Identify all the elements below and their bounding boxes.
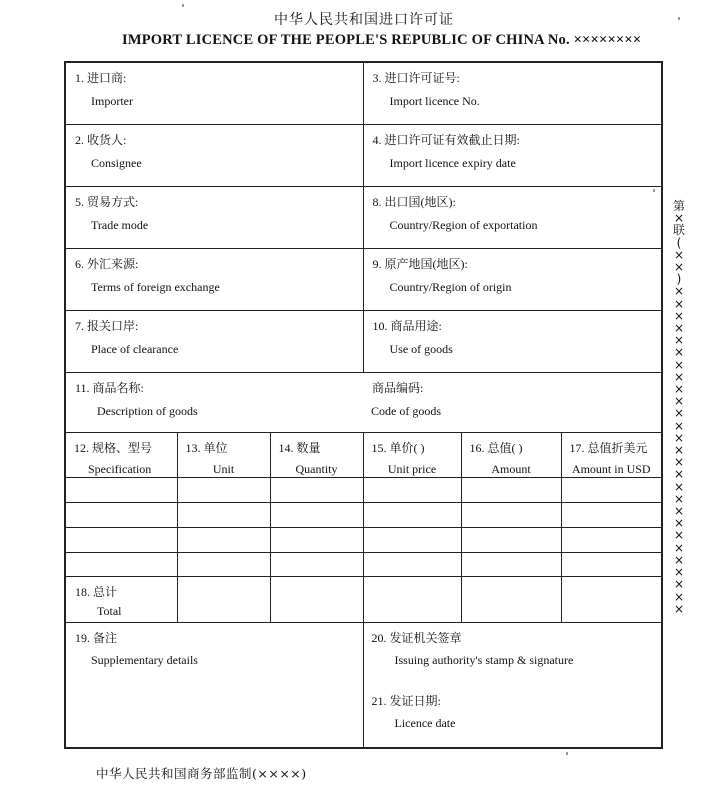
authority-label-en: Issuing authority's stamp & signature xyxy=(394,652,574,667)
side-text-char: × xyxy=(673,565,685,580)
side-text-char: × xyxy=(673,247,685,262)
trade-mode-label-cn: 5. 贸易方式: xyxy=(75,194,139,209)
clearance-cell[interactable] xyxy=(65,310,363,372)
licence-no-cell[interactable] xyxy=(363,62,662,124)
table-cell[interactable] xyxy=(270,576,363,622)
quantity-header-en: Quantity xyxy=(295,461,338,476)
side-text-char: × xyxy=(673,333,685,348)
table-cell[interactable] xyxy=(65,527,177,552)
table-cell[interactable] xyxy=(561,527,662,552)
side-text-char: × xyxy=(673,540,685,555)
table-cell[interactable] xyxy=(561,552,662,576)
unit-header xyxy=(177,432,270,477)
side-text-char: × xyxy=(673,479,685,494)
side-text-char: × xyxy=(673,430,685,445)
side-text-char: × xyxy=(673,516,685,531)
side-text-char: × xyxy=(673,369,685,384)
table-cell[interactable] xyxy=(363,477,461,502)
total-label-cn: 18. 总计 xyxy=(75,584,118,599)
side-text-char: × xyxy=(673,308,685,323)
unit-price-header-en: Unit price xyxy=(387,461,437,476)
export-country-label-en: Country/Region of exportation xyxy=(389,217,538,232)
column-header-row xyxy=(65,432,662,477)
side-text-char: ( xyxy=(676,235,682,250)
expiry-date-label-cn: 4. 进口许可证有效截止日期: xyxy=(372,132,520,147)
unit-price-header-cn: 15. 单价( ) xyxy=(371,440,425,455)
origin-country-label-en: Country/Region of origin xyxy=(389,279,512,294)
clearance-label-en: Place of clearance xyxy=(91,341,179,356)
side-text-char: × xyxy=(673,284,685,299)
amount-header-en: Amount xyxy=(491,461,531,476)
unit-header-cn: 13. 单位 xyxy=(185,440,228,455)
consignee-label-cn: 2. 收货人: xyxy=(75,132,127,147)
table-row xyxy=(65,502,662,527)
scan-speck xyxy=(566,752,568,755)
supplementary-cell[interactable] xyxy=(65,622,363,748)
table-cell[interactable] xyxy=(65,477,177,502)
total-cell xyxy=(65,576,177,622)
use-of-goods-label-cn: 10. 商品用途: xyxy=(372,318,442,333)
licence-date-label-cn: 21. 发证日期: xyxy=(371,693,441,708)
footer-supervision-note: 中华人民共和国商务部监制(××××) xyxy=(96,766,307,781)
side-text-char: 联 xyxy=(672,223,685,238)
side-text-char: × xyxy=(673,357,685,372)
table-cell[interactable] xyxy=(461,527,561,552)
side-text-char: × xyxy=(673,321,685,336)
side-text-char: × xyxy=(673,504,685,519)
side-text-char: × xyxy=(673,406,685,421)
side-text-char: × xyxy=(673,467,685,482)
quantity-header xyxy=(270,432,363,477)
side-text-char: × xyxy=(673,528,685,543)
authority-label-cn: 20. 发证机关签章 xyxy=(371,630,462,645)
fx-terms-label-cn: 6. 外汇来源: xyxy=(75,256,139,271)
description-label-cn: 11. 商品名称: xyxy=(75,380,144,395)
amount-header-cn: 16. 总值( ) xyxy=(469,440,523,455)
supplementary-label-en: Supplementary details xyxy=(91,652,198,667)
table-cell[interactable] xyxy=(561,576,662,622)
side-text-char: × xyxy=(673,552,685,567)
use-of-goods-label-en: Use of goods xyxy=(389,341,453,356)
description-label-en: Description of goods xyxy=(97,403,198,418)
table-cell[interactable] xyxy=(177,527,270,552)
licence-form-table xyxy=(64,61,663,749)
code-label-cn: 商品编码: xyxy=(372,380,424,395)
side-text-char: × xyxy=(673,345,685,360)
unit-price-header xyxy=(363,432,461,477)
side-text-char: × xyxy=(673,211,685,226)
spec-header xyxy=(65,432,177,477)
side-text-char: × xyxy=(673,589,685,604)
table-cell[interactable] xyxy=(270,502,363,527)
side-text-char: ) xyxy=(676,272,682,287)
quantity-header-cn: 14. 数量 xyxy=(278,440,321,455)
origin-country-cell[interactable] xyxy=(363,248,662,310)
total-label-en: Total xyxy=(97,603,122,618)
fx-terms-label-en: Terms of foreign exchange xyxy=(91,279,220,294)
table-cell[interactable] xyxy=(363,527,461,552)
table-cell[interactable] xyxy=(461,576,561,622)
table-cell[interactable] xyxy=(461,552,561,576)
side-text-char: × xyxy=(673,418,685,433)
importer-label-cn: 1. 进口商: xyxy=(75,71,127,85)
table-cell[interactable] xyxy=(177,477,270,502)
scan-speck xyxy=(182,4,184,7)
consignee-cell[interactable] xyxy=(65,124,363,186)
trade-mode-cell[interactable] xyxy=(65,186,363,248)
origin-country-label-cn: 9. 原产地国(地区): xyxy=(372,256,468,271)
trade-mode-label-en: Trade mode xyxy=(91,217,149,232)
table-cell[interactable] xyxy=(561,477,662,502)
table-cell[interactable] xyxy=(461,477,561,502)
description-cell[interactable] xyxy=(65,372,363,432)
consignee-label-en: Consignee xyxy=(91,155,142,170)
table-cell[interactable] xyxy=(177,502,270,527)
side-text-char: × xyxy=(673,455,685,470)
side-text-char: 第 xyxy=(672,199,685,213)
side-text-char: × xyxy=(673,491,685,506)
total-row xyxy=(65,576,662,622)
side-text-char: × xyxy=(673,601,685,616)
use-of-goods-cell[interactable] xyxy=(363,310,662,372)
amount-usd-header-cn: 17. 总值折美元 xyxy=(569,440,648,455)
authority-cell[interactable] xyxy=(363,622,662,748)
scan-speck xyxy=(653,189,655,192)
table-cell[interactable] xyxy=(177,552,270,576)
table-cell[interactable] xyxy=(363,552,461,576)
table-cell[interactable] xyxy=(65,552,177,576)
side-text-char: × xyxy=(673,382,685,397)
expiry-date-cell[interactable] xyxy=(363,124,662,186)
unit-header-en: Unit xyxy=(212,461,235,476)
table-cell[interactable] xyxy=(363,502,461,527)
spec-header-en: Specification xyxy=(88,461,152,476)
copy-number-vertical-text xyxy=(672,200,686,615)
code-label-en: Code of goods xyxy=(371,403,441,418)
amount-usd-header-en: Amount in USD xyxy=(571,461,651,476)
form-title-chinese: 中华人民共和国进口许可证 xyxy=(274,12,454,28)
table-cell[interactable] xyxy=(270,552,363,576)
amount-usd-header xyxy=(561,432,662,477)
scan-speck xyxy=(678,17,680,20)
table-row xyxy=(65,527,662,552)
export-country-label-cn: 8. 出口国(地区): xyxy=(372,194,456,209)
side-text-char: × xyxy=(673,260,685,275)
table-cell[interactable] xyxy=(65,502,177,527)
table-cell[interactable] xyxy=(270,477,363,502)
table-cell[interactable] xyxy=(363,576,461,622)
licence-no-label-cn: 3. 进口许可证号: xyxy=(372,71,460,85)
importer-label-en: Importer xyxy=(91,94,133,108)
table-cell[interactable] xyxy=(270,527,363,552)
export-country-cell[interactable] xyxy=(363,186,662,248)
side-text-char: × xyxy=(673,296,685,311)
side-text-char: × xyxy=(673,577,685,592)
fx-terms-cell[interactable] xyxy=(65,248,363,310)
expiry-date-label-en: Import licence expiry date xyxy=(389,155,516,170)
spec-header-cn: 12. 规格、型号 xyxy=(74,440,153,455)
licence-no-label-en: Import licence No. xyxy=(389,94,480,108)
licence-date-label-en: Licence date xyxy=(394,715,456,730)
amount-header xyxy=(461,432,561,477)
code-cell[interactable] xyxy=(363,372,662,432)
table-cell[interactable] xyxy=(177,576,270,622)
form-title-english: IMPORT LICENCE OF THE PEOPLE'S REPUBLIC OF CHINA No. ×××××××× xyxy=(122,32,642,48)
table-row xyxy=(65,552,662,576)
table-cell[interactable] xyxy=(461,502,561,527)
side-text-char: × xyxy=(673,443,685,458)
clearance-label-cn: 7. 报关口岸: xyxy=(75,318,139,333)
table-row xyxy=(65,477,662,502)
side-text-char: × xyxy=(673,394,685,409)
importer-cell[interactable] xyxy=(65,62,363,124)
table-cell[interactable] xyxy=(561,502,662,527)
supplementary-label-cn: 19. 备注 xyxy=(75,630,118,645)
